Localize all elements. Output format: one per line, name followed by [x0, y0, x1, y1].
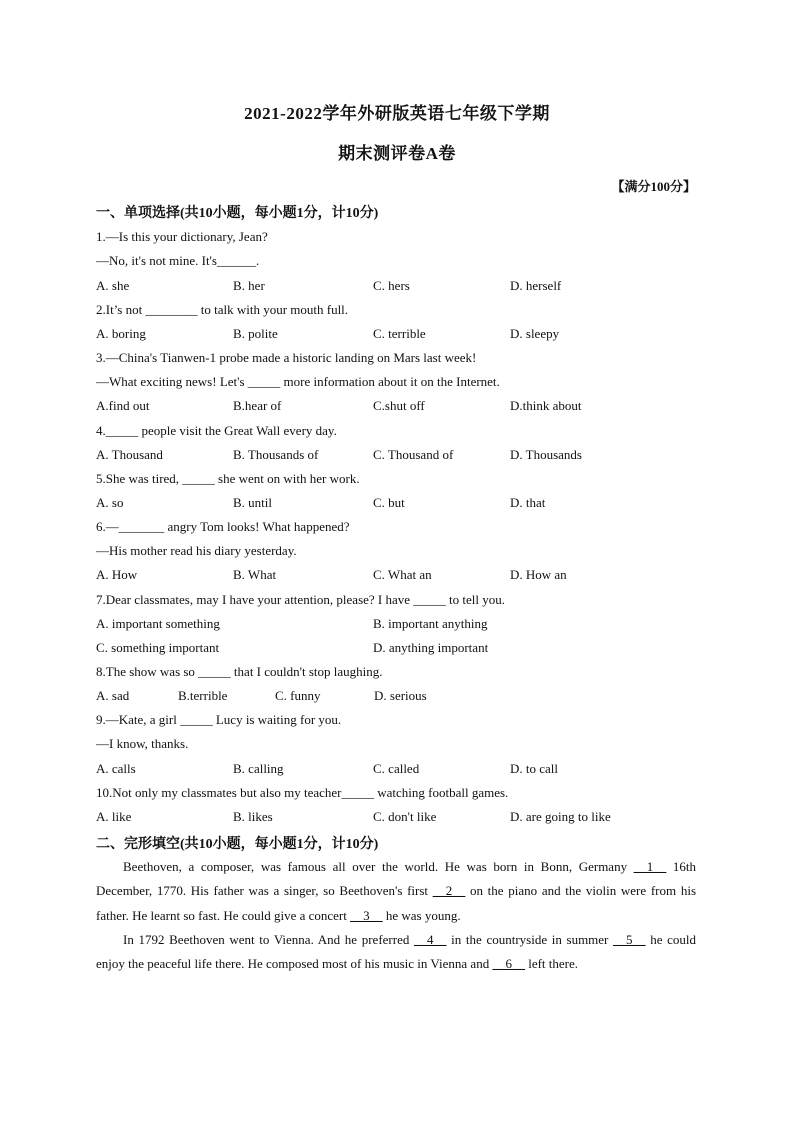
question-line: —I know, thanks.: [96, 736, 189, 751]
options-row: [96, 640, 716, 656]
question-line: —No, it's not mine. It's______.: [96, 253, 260, 268]
option: C. don't like: [373, 809, 437, 824]
option: A. How: [96, 567, 138, 582]
question-line: 2.It’s not ________ to talk with your mouth full.: [96, 302, 349, 317]
option: A. so: [96, 495, 124, 510]
question-line: 10.Not only my classmates but also my teacher_____ watching football games.: [96, 785, 509, 800]
option: A. boring: [96, 326, 146, 341]
full-score: 【满分100分】: [611, 179, 696, 194]
question-line: 7.Dear classmates, may I have your attention, please? I have _____ to tell you.: [96, 592, 506, 607]
question-line: 6.—_______ angry Tom looks! What happened?: [96, 519, 350, 534]
option: C. something important: [96, 640, 220, 655]
option: B. polite: [233, 326, 278, 341]
paragraph-text: In 1792 Beethoven went to Vienna. And he preferred: [123, 932, 414, 947]
options-row: [96, 495, 716, 511]
options-row: [96, 447, 716, 463]
cloze-blank-4: __4__: [414, 932, 447, 947]
options-row: [96, 326, 716, 342]
option: C. terrible: [373, 326, 426, 341]
options-row: [96, 278, 716, 294]
paragraph-text: he could enjoy the peaceful life there. He composed most of his music in Vienna and: [96, 932, 696, 972]
question-line: —His mother read his diary yesterday.: [96, 543, 297, 558]
option: B.hear of: [233, 398, 282, 413]
options-row: [96, 809, 716, 825]
cloze-paragraph-2: [96, 928, 696, 977]
options-row: [96, 567, 716, 583]
paragraph-text: on the piano and the violin were from his father. He learnt so fast. He could give a concert: [96, 883, 696, 923]
option: A. important something: [96, 616, 220, 631]
option: C. Thousand of: [373, 447, 454, 462]
option: D. serious: [374, 688, 427, 703]
option: B. important anything: [373, 616, 488, 631]
paragraph-text: left there.: [524, 956, 579, 972]
option: D.think about: [510, 398, 582, 413]
question-line: 5.She was tired, _____ she went on with her work.: [96, 471, 360, 486]
option: D. to call: [510, 761, 559, 776]
paragraph-text: Beethoven, a composer, was famous all over the world. He was born in Bonn, Germany: [123, 859, 634, 874]
option: D. are going to like: [510, 809, 611, 824]
option: A. Thousand: [96, 447, 163, 462]
paragraph-text: he was young.: [382, 907, 461, 923]
cloze-paragraph-1: [96, 855, 696, 928]
option: C. What an: [373, 567, 432, 582]
option: A. sad: [96, 688, 130, 703]
options-row: [96, 616, 716, 632]
option: B. calling: [233, 761, 284, 776]
question-line: 4._____ people visit the Great Wall every day.: [96, 423, 337, 438]
paragraph-text: 16th December, 1770. His father was a singer, so Beethoven's first: [96, 859, 696, 899]
option: B. her: [233, 278, 265, 293]
options-row: [96, 398, 716, 414]
cloze-blank-3: __3__: [350, 907, 383, 923]
option: B. Thousands of: [233, 447, 319, 462]
section1-heading: 一、单项选择(共10小题，每小题1分，计10分): [96, 206, 379, 221]
section2-heading: 二、完形填空(共10小题，每小题1分，计10分): [96, 837, 379, 852]
option: A. like: [96, 809, 132, 824]
question-line: 9.—Kate, a girl _____ Lucy is waiting for you.: [96, 712, 342, 727]
option: D. sleepy: [510, 326, 560, 341]
option: A. she: [96, 278, 130, 293]
option: B. What: [233, 567, 277, 582]
exam-title: 2021-2022学年外研版英语七年级下学期: [244, 104, 550, 123]
cloze-blank-6: __6__: [492, 956, 525, 972]
question-line: 3.—China's Tianwen-1 probe made a historic landing on Mars last week!: [96, 350, 477, 365]
option: C.shut off: [373, 398, 425, 413]
options-row: [96, 761, 716, 777]
option: D. anything important: [373, 640, 489, 655]
cloze-blank-2: __2__: [432, 883, 466, 899]
option: B. until: [233, 495, 273, 510]
question-line: 8.The show was so _____ that I couldn't stop laughing.: [96, 664, 383, 679]
cloze-blank-5: __5__: [613, 932, 646, 947]
paragraph-text: in the countryside in summer: [446, 932, 614, 947]
question-line: —What exciting news! Let's _____ more information about it on the Internet.: [96, 374, 500, 389]
option: C. funny: [275, 688, 321, 703]
option: C. hers: [373, 278, 410, 293]
option: D. that: [510, 495, 546, 510]
option: A. calls: [96, 761, 136, 776]
options-row: [96, 688, 716, 704]
option: A.find out: [96, 398, 150, 413]
exam-subtitle: 期末测评卷A卷: [338, 144, 456, 163]
option: D. Thousands: [510, 447, 582, 462]
option: C. called: [373, 761, 420, 776]
option: D. How an: [510, 567, 567, 582]
question-line: 1.—Is this your dictionary, Jean?: [96, 229, 268, 244]
option: B. likes: [233, 809, 273, 824]
option: C. but: [373, 495, 405, 510]
option: D. herself: [510, 278, 562, 293]
option: B.terrible: [178, 688, 228, 703]
cloze-blank-1: __1__: [633, 859, 667, 874]
